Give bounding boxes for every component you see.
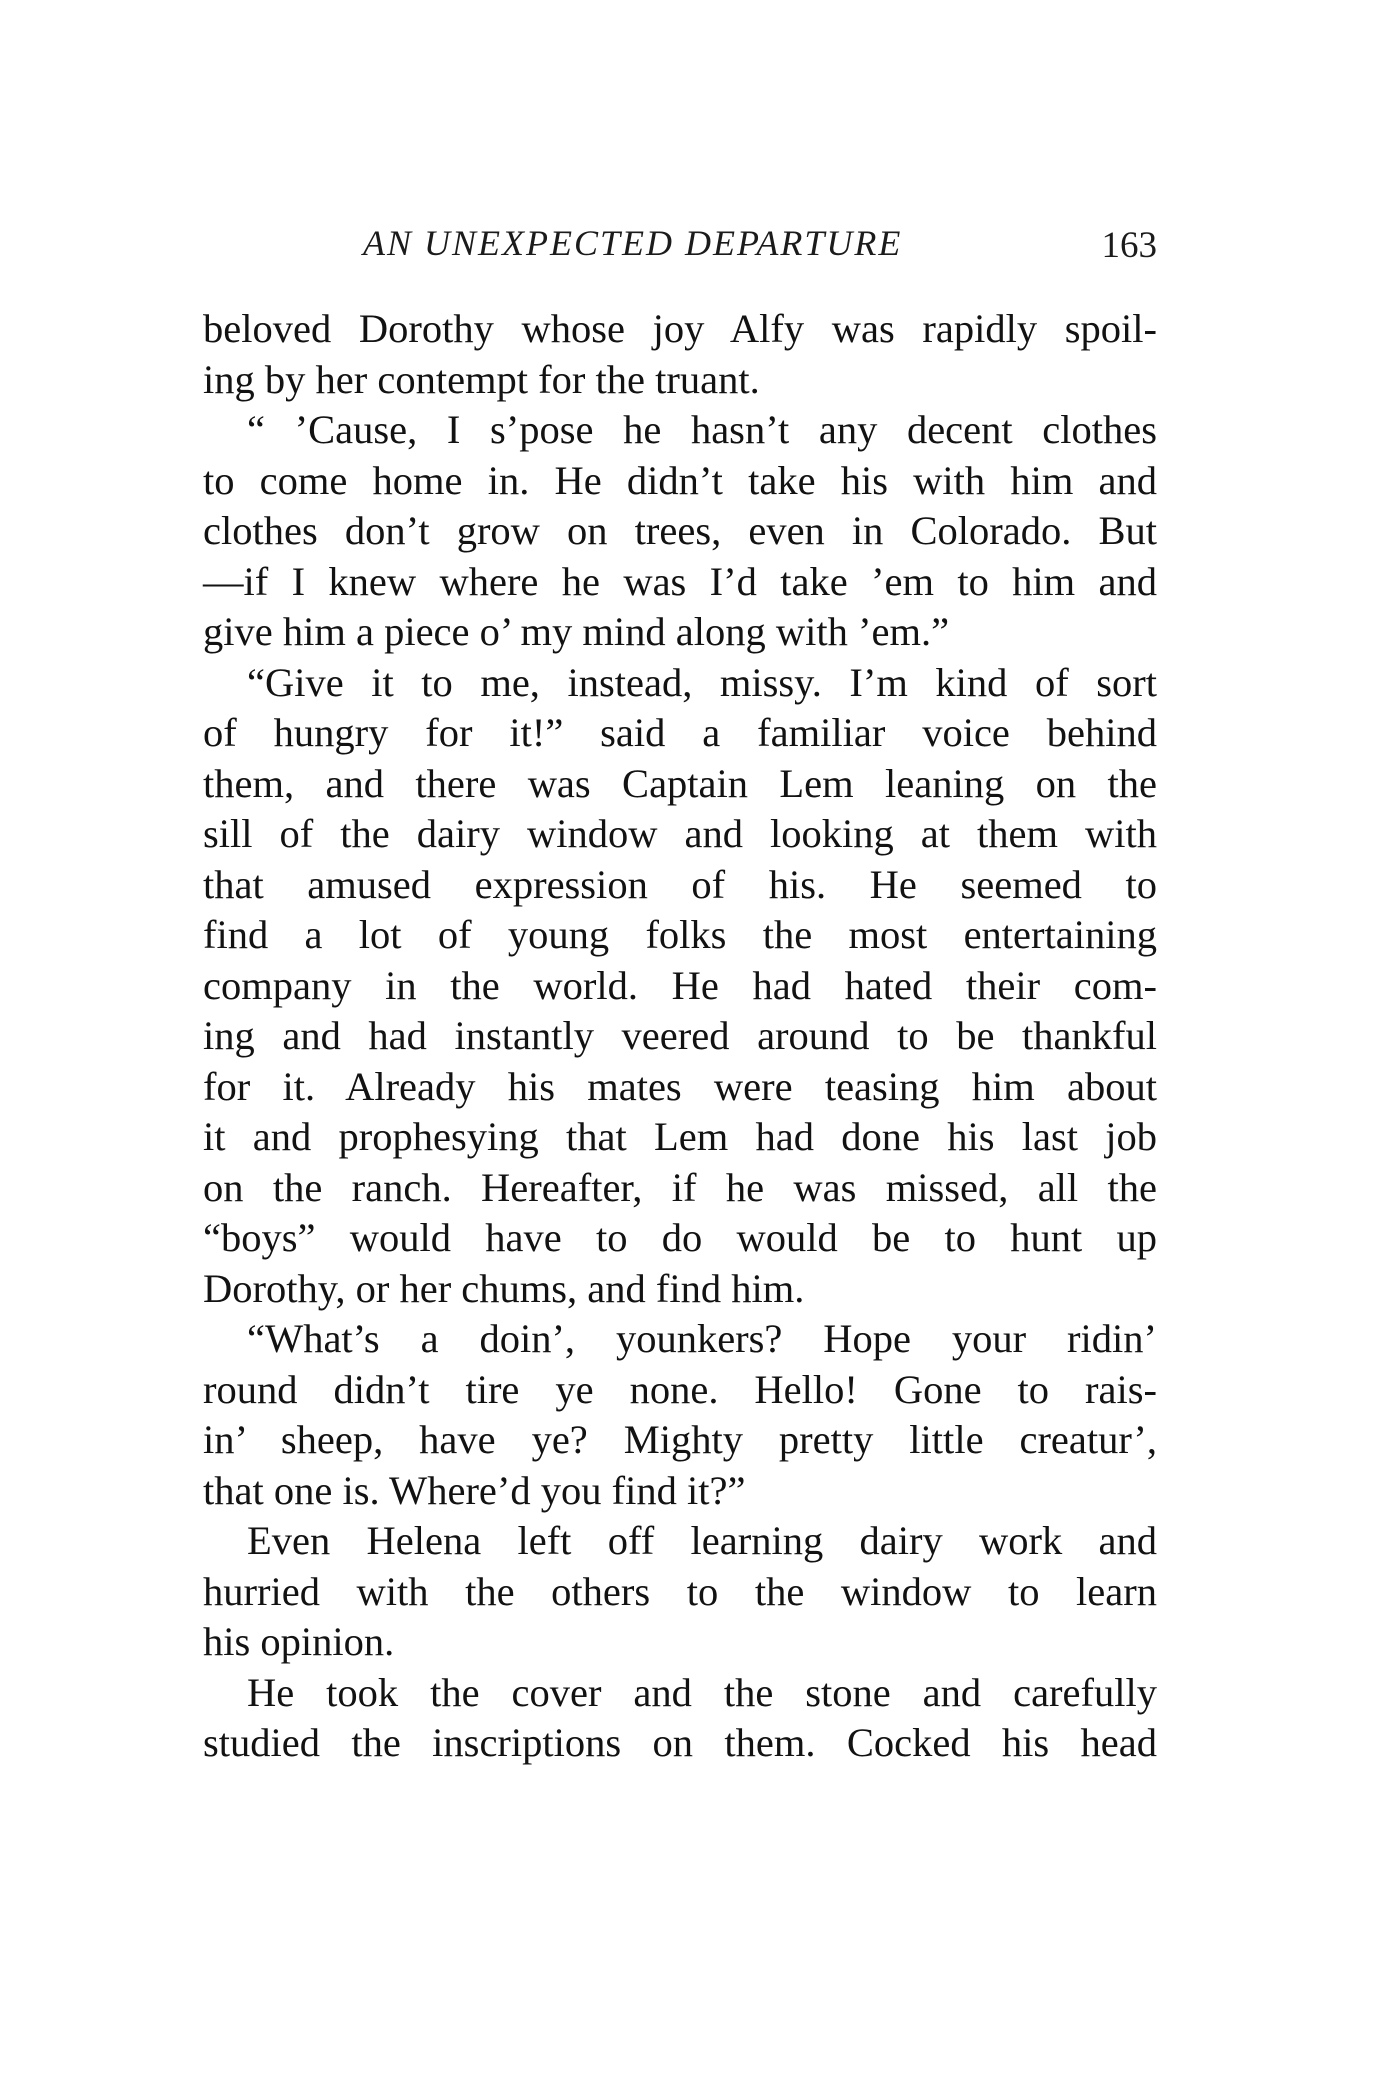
- text-line: beloved Dorothy whose joy Alfy was rapidly spoil-: [203, 306, 1157, 351]
- text-line: “Give it to me, instead, missy. I’m kind of sort: [247, 659, 1157, 705]
- text-line: Even Helena left off learning dairy work and: [247, 1518, 1157, 1563]
- text-line: it and prophesying that Lem had done his last job: [203, 1114, 1157, 1159]
- text-line: “What’s a doin’, younkers? Hope your ridin’: [247, 1316, 1157, 1361]
- text-line: give him a piece o’ my mind along with ’em.”: [203, 609, 950, 654]
- text-line: He took the cover and the stone and carefully: [247, 1669, 1157, 1715]
- text-line: on the ranch. Hereafter, if he was missed, all the: [203, 1164, 1157, 1210]
- text-line: to come home in. He didn’t take his with him and: [203, 457, 1157, 503]
- text-line: hurried with the others to the window to learn: [203, 1568, 1157, 1614]
- text-line: sill of the dairy window and looking at them with: [203, 811, 1157, 856]
- text-line: “boys” would have to do would be to hunt up: [203, 1215, 1157, 1260]
- page-number: 163: [1101, 225, 1157, 266]
- text-line: find a lot of young folks the most entertaining: [203, 912, 1157, 957]
- text-line: —if I knew where he was I’d take ’em to him and: [203, 558, 1157, 604]
- body-text: [203, 304, 1157, 1769]
- text-line: studied the inscriptions on them. Cocked his head: [203, 1720, 1157, 1765]
- text-line: them, and there was Captain Lem leaning on the: [203, 760, 1157, 806]
- text-line: “ ’Cause, I s’pose he hasn’t any decent clothes: [247, 407, 1157, 452]
- text-line: Dorothy, or her chums, and find him.: [203, 1265, 805, 1311]
- text-line: ing by her contempt for the truant.: [203, 356, 760, 402]
- text-line: clothes don’t grow on trees, even in Colorado. But: [203, 508, 1157, 553]
- text-line: round didn’t tire ye none. Hello! Gone to rais-: [203, 1366, 1157, 1412]
- running-title: AN UNEXPECTED DEPARTURE: [363, 223, 903, 263]
- text-line: that one is. Where’d you find it?”: [203, 1467, 746, 1513]
- page-header: [203, 222, 1157, 272]
- text-line: in’ sheep, have ye? Mighty pretty little creatur’,: [203, 1417, 1157, 1462]
- text-line: his opinion.: [203, 1619, 395, 1664]
- text-line: ing and had instantly veered around to be thankful: [203, 1013, 1157, 1058]
- text-line: of hungry for it!” said a familiar voice behind: [203, 710, 1157, 755]
- text-line: that amused expression of his. He seemed to: [203, 861, 1157, 907]
- text-line: company in the world. He had hated their com-: [203, 962, 1157, 1008]
- text-line: for it. Already his mates were teasing him about: [203, 1063, 1157, 1109]
